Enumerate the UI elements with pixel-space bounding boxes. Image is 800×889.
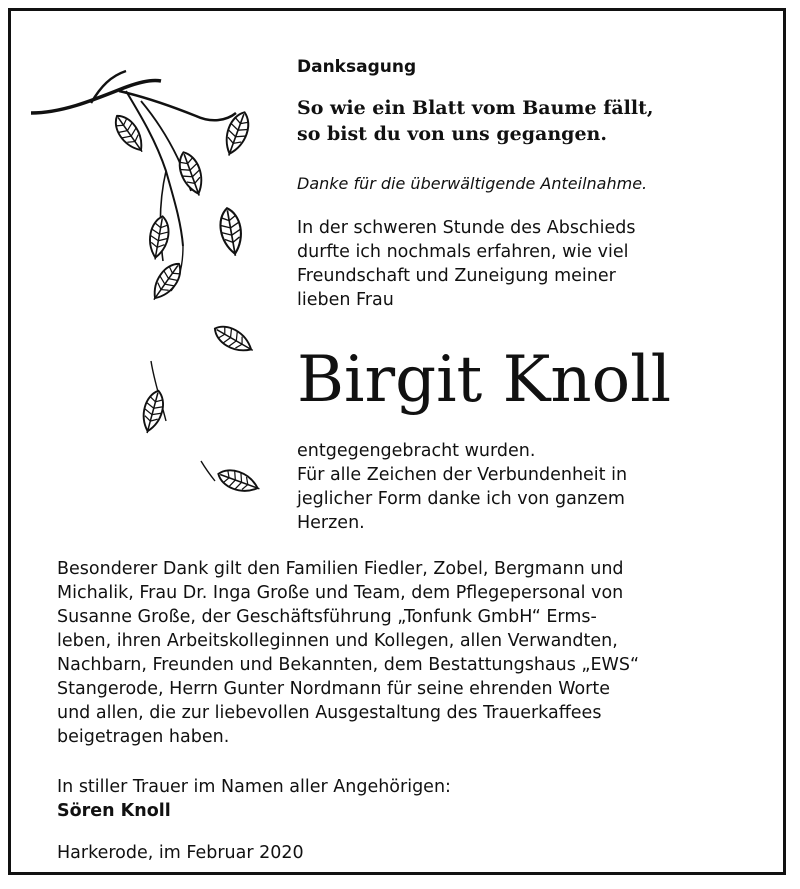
paragraph-line: Michalik, Frau Dr. Inga Große und Team, dem Pflegepersonal von xyxy=(57,583,624,603)
paragraph-line: In der schweren Stunde des Abschieds xyxy=(297,218,636,238)
notice-frame xyxy=(8,8,786,875)
closing-line: In stiller Trauer im Namen aller Angehörigen: xyxy=(57,777,451,797)
paragraph-line: Herzen. xyxy=(297,513,365,533)
dateline: Harkerode, im Februar 2020 xyxy=(57,843,304,863)
paragraph-line: durfte ich nochmals erfahren, wie viel xyxy=(297,242,629,262)
deceased-name: Birgit Knoll xyxy=(297,343,672,417)
paragraph-line: entgegengebracht wurden. xyxy=(297,441,536,461)
verse-line: So wie ein Blatt vom Baume fällt, xyxy=(297,97,654,119)
verse xyxy=(297,95,654,147)
paragraph-line: leben, ihren Arbeitskolleginnen und Kollegen, allen Verwandten, xyxy=(57,631,618,651)
falling-leaves-branch-icon xyxy=(31,61,271,541)
paragraph-line: Stangerode, Herrn Gunter Nordmann für seine ehrenden Worte xyxy=(57,679,611,699)
paragraph-line: Freundschaft und Zuneigung meiner xyxy=(297,266,616,286)
paragraph-line: Susanne Große, der Geschäftsführung „Tonfunk GmbH“ Erms- xyxy=(57,607,597,627)
followup-paragraph xyxy=(297,439,767,535)
paragraph-line: jeglicher Form danke ich von ganzem xyxy=(297,489,625,509)
paragraph-line: lieben Frau xyxy=(297,290,394,310)
paragraph-line: beigetragen haben. xyxy=(57,727,230,747)
verse-line: so bist du von uns gegangen. xyxy=(297,123,607,145)
paragraph-line: Besonderer Dank gilt den Familien Fiedler, Zobel, Bergmann und xyxy=(57,559,624,579)
signer-name: Sören Knoll xyxy=(57,801,171,821)
notice-heading: Danksagung xyxy=(297,57,417,77)
paragraph-line: Für alle Zeichen der Verbundenheit in xyxy=(297,465,628,485)
paragraph-line: Nachbarn, Freunden und Bekannten, dem Bestattungshaus „EWS“ xyxy=(57,655,640,675)
special-thanks-paragraph xyxy=(57,557,777,749)
intro-paragraph xyxy=(297,216,767,312)
closing-block xyxy=(57,775,451,823)
thanks-line: Danke für die überwältigende Anteilnahme. xyxy=(297,174,648,193)
paragraph-line: und allen, die zur liebevollen Ausgestaltung des Trauerkaffees xyxy=(57,703,602,723)
